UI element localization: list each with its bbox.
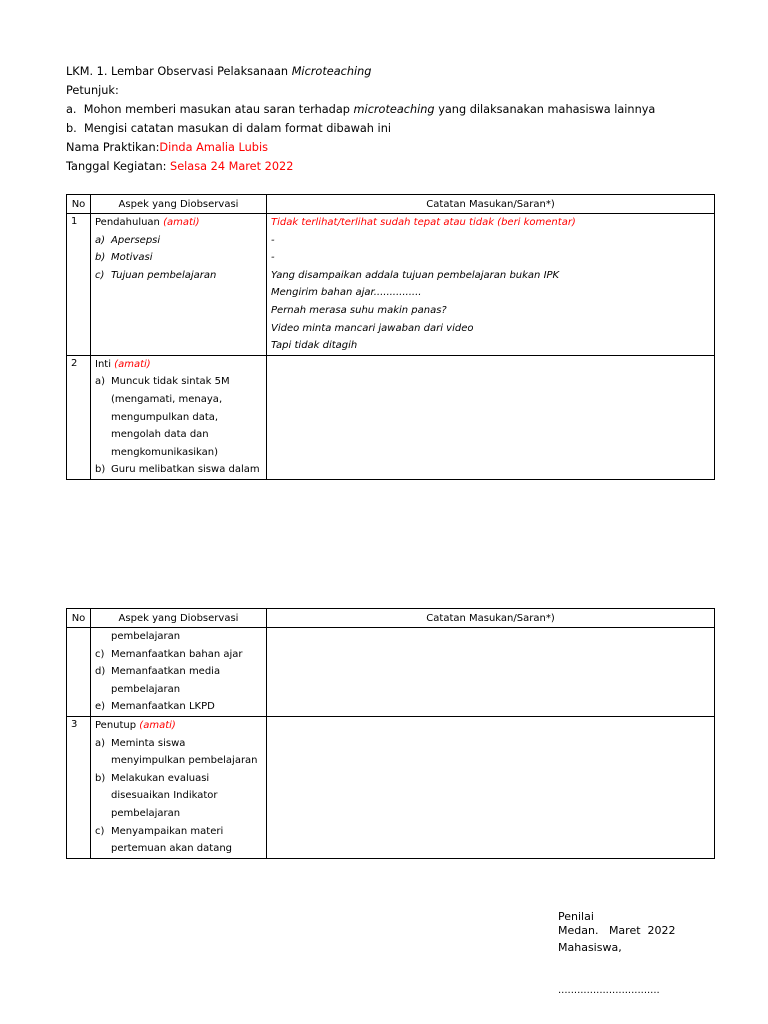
notes-cell <box>267 214 715 356</box>
list-item: c) Memanfaatkan bahan ajar <box>95 648 243 660</box>
row-number: 3 <box>67 716 91 858</box>
list-item-continuation: (mengamati, menaya, <box>111 393 223 405</box>
table-row <box>67 628 715 717</box>
table-row <box>67 716 715 858</box>
document-title: LKM. 1. Lembar Observasi Pelaksanaan Microteaching <box>66 65 372 78</box>
note-line: Pernah merasa suhu makin panas? <box>271 304 447 316</box>
list-item-continuation: disesuaikan Indikator <box>111 790 218 802</box>
notes-cell <box>267 716 715 858</box>
table-row <box>67 214 715 356</box>
list-item-continuation: mengolah data dan <box>111 429 209 441</box>
section-title: Pendahuluan (amati) <box>95 217 200 228</box>
header-catatan: Catatan Masukan/Saran*) <box>267 195 715 214</box>
list-item: b) Guru melibatkan siswa dalam <box>95 464 260 476</box>
note-line: Mengirim bahan ajar............... <box>271 287 422 299</box>
note-line: - <box>271 234 275 246</box>
aspect-cell <box>91 214 267 356</box>
list-item-continuation: pembelajaran <box>111 807 181 819</box>
note-line: - <box>271 252 275 264</box>
aspect-cell <box>91 716 267 858</box>
list-item-continuation: menyimpulkan pembelajaran <box>111 755 258 767</box>
observation-table-2 <box>66 608 715 859</box>
signature-role: Mahasiswa, <box>558 941 622 954</box>
instructions-label: Petunjuk: <box>66 84 119 97</box>
list-item-continuation: pembelajaran <box>111 631 181 642</box>
aspect-cell <box>91 628 267 717</box>
notes-cell <box>267 628 715 717</box>
signature-place-date: Medan. Maret 2022 <box>558 924 676 937</box>
note-line: Tapi tidak ditagih <box>271 340 358 352</box>
table-header-row <box>67 195 715 214</box>
list-item: c) Tujuan pembelajaran <box>95 269 217 281</box>
row-number <box>67 628 91 717</box>
activity-date: Tanggal Kegiatan: Selasa 24 Maret 2022 <box>66 160 294 173</box>
list-item-continuation: pertemuan akan datang <box>111 843 233 855</box>
note-line: Yang disampaikan addala tujuan pembelajaran bukan IPK <box>271 269 560 281</box>
list-item: a) Apersepsi <box>95 234 161 246</box>
list-item: a) Muncuk tidak sintak 5M <box>95 376 230 388</box>
note-line: Tidak terlihat/terlihat sudah tepat atau tidak (beri komentar) <box>271 217 576 228</box>
row-number: 1 <box>67 214 91 356</box>
header-no: No <box>67 195 91 214</box>
aspect-cell <box>91 355 267 479</box>
header-catatan: Catatan Masukan/Saran*) <box>267 609 715 628</box>
observation-table-1 <box>66 194 715 480</box>
list-item: a) Meminta siswa <box>95 737 186 749</box>
list-item: d) Memanfaatkan media <box>95 666 221 678</box>
list-item-continuation: mengkomunikasikan) <box>111 446 219 458</box>
signature-penilai: Penilai <box>558 910 594 923</box>
section-title: Penutup (amati) <box>95 719 176 731</box>
header-no: No <box>67 609 91 628</box>
table-header-row <box>67 609 715 628</box>
list-item: c) Menyampaikan materi <box>95 825 224 837</box>
header-aspek: Aspek yang Diobservasi <box>91 195 267 214</box>
section-title: Inti (amati) <box>95 358 151 370</box>
note-line: Video minta mancari jawaban dari video <box>271 322 474 334</box>
instruction-a: a. Mohon memberi masukan atau saran terhadap microteaching yang dilaksanakan mahasiswa lainnya <box>66 103 656 116</box>
list-item-continuation: pembelajaran <box>111 683 181 695</box>
notes-cell <box>267 355 715 479</box>
table-row <box>67 355 715 479</box>
list-item: e) Memanfaatkan LKPD <box>95 701 215 713</box>
row-number: 2 <box>67 355 91 479</box>
signature-line: ................................ <box>558 985 660 996</box>
practitioner-name: Nama Praktikan:Dinda Amalia Lubis <box>66 141 268 154</box>
list-item-continuation: mengumpulkan data, <box>111 411 219 423</box>
list-item: b) Motivasi <box>95 252 153 264</box>
header-aspek: Aspek yang Diobservasi <box>91 609 267 628</box>
instruction-b: b. Mengisi catatan masukan di dalam format dibawah ini <box>66 122 391 135</box>
list-item: b) Melakukan evaluasi <box>95 772 210 784</box>
